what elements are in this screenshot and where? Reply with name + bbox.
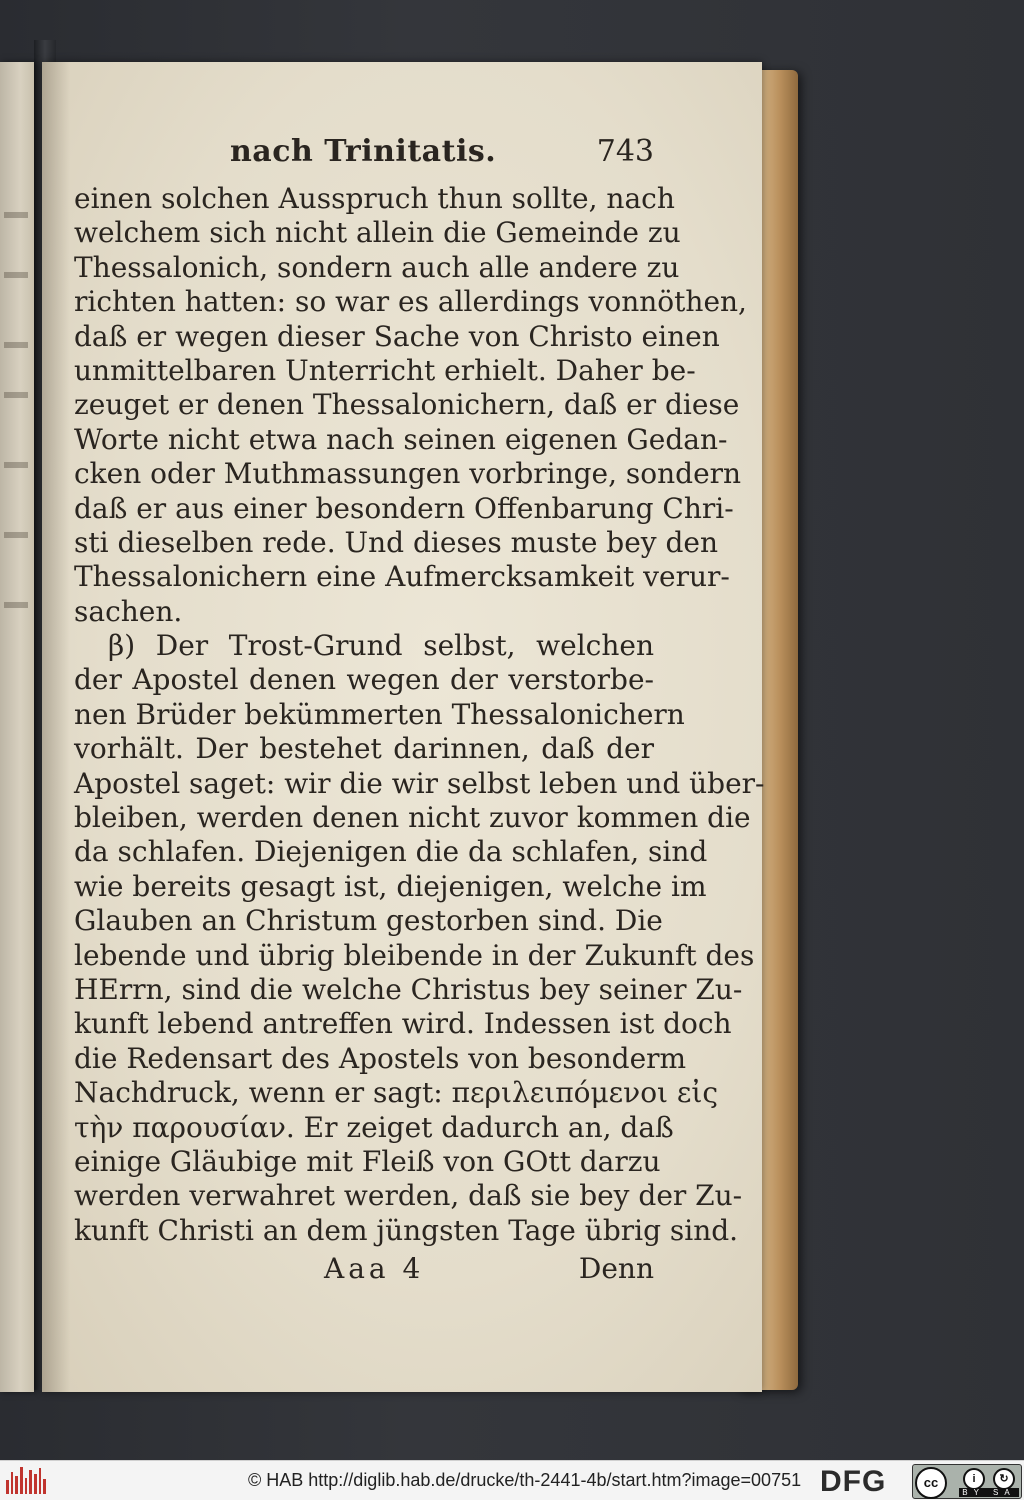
text-line: Worte nicht etwa nach seinen eigenen Gedan- (74, 422, 728, 456)
cc-license-badge[interactable] (912, 1464, 1022, 1499)
viewer-footer-bar (0, 1460, 1024, 1500)
text-line: kunft lebend antreffen wird. Indessen ist doch (74, 1007, 732, 1041)
text-line: Thessalonichern eine Aufmercksamkeit verur- (74, 560, 730, 594)
attribution-icon: i (963, 1468, 985, 1490)
text-line: da schlafen. Diejenigen die da schlafen, sind (74, 835, 708, 869)
page-footer (74, 1252, 654, 1292)
share-alike-icon: ↻ (993, 1468, 1015, 1490)
cc-license-text: BY SA (959, 1488, 1019, 1497)
text-line: unmittelbaren Unterricht erhielt. Daher be- (74, 353, 696, 387)
copyright-link[interactable]: © HAB http://diglib.hab.de/drucke/th-2441-4b/start.htm?image=00751 (248, 1470, 802, 1490)
text-line: HErrn, sind die welche Christus bey seiner Zu- (74, 972, 743, 1006)
book-page (42, 62, 765, 1392)
text-line: werden verwahret werden, daß sie bey der Zu- (74, 1179, 743, 1213)
signature-mark: Aaa 4 (324, 1252, 425, 1286)
text-line: nen Brüder bekümmerten Thessalonichern (74, 697, 685, 731)
hab-logo-icon[interactable] (6, 1467, 46, 1494)
text-line: vorhält. Der bestehet darinnen, daß der (74, 732, 654, 766)
text-line: einen solchen Ausspruch thun sollte, nach (74, 182, 675, 215)
text-line: welchem sich nicht allein die Gemeinde zu (74, 216, 681, 250)
text-line: β) Der Trost-Grund selbst, welchen (108, 629, 654, 663)
text-line: τὴν παρουσίαν. Er zeiget dadurch an, daß (74, 1110, 674, 1144)
text-line: Apostel saget: wir die wir selbst leben und über- (74, 766, 765, 800)
text-line: cken oder Muthmassungen vorbringe, sondern (74, 457, 742, 491)
text-line: der Apostel denen wegen der verstorbe- (74, 663, 654, 697)
page-text-block (74, 134, 765, 1292)
text-line: Thessalonich, sondern auch alle andere zu (74, 250, 680, 284)
text-line: Glauben an Christum gestorben sind. Die (74, 904, 663, 938)
dfg-logo[interactable]: DFG (820, 1465, 887, 1498)
text-line: daß er wegen dieser Sache von Christo einen (74, 319, 720, 353)
text-line: daß er aus einer besondern Offenbarung Chri- (74, 491, 734, 525)
text-line: einige Gläubige mit Fleiß von GOtt darzu (74, 1144, 661, 1178)
text-line: sachen. (74, 594, 183, 628)
text-line: kunft Christi an dem jüngsten Tage übrig sind. (74, 1213, 739, 1247)
text-line: bleiben, werden denen nicht zuvor kommen die (74, 801, 751, 835)
text-line: lebende und übrig bleibende in der Zukunft des (74, 938, 755, 972)
text-line: zeuget er denen Thessalonichern, daß er diese (74, 388, 740, 422)
catchword: Denn (578, 1252, 654, 1286)
text-line: wie bereits gesagt ist, diejenigen, welche im (74, 869, 707, 903)
previous-page-edge (0, 62, 34, 1392)
running-head (74, 134, 654, 182)
text-line: die Redensart des Apostels von besonderm (74, 1041, 687, 1075)
text-line: sti dieselben rede. Und dieses muste bey den (74, 525, 719, 559)
cc-icon: cc (915, 1467, 947, 1499)
running-head-title: nach Trinitatis. (230, 134, 497, 169)
page-number: 743 (596, 134, 654, 169)
text-line: Nachdruck, wenn er sagt: περιλειπόμενοι εἰς (74, 1076, 719, 1110)
text-line: richten hatten: so war es allerdings vonnöthen, (74, 285, 747, 319)
